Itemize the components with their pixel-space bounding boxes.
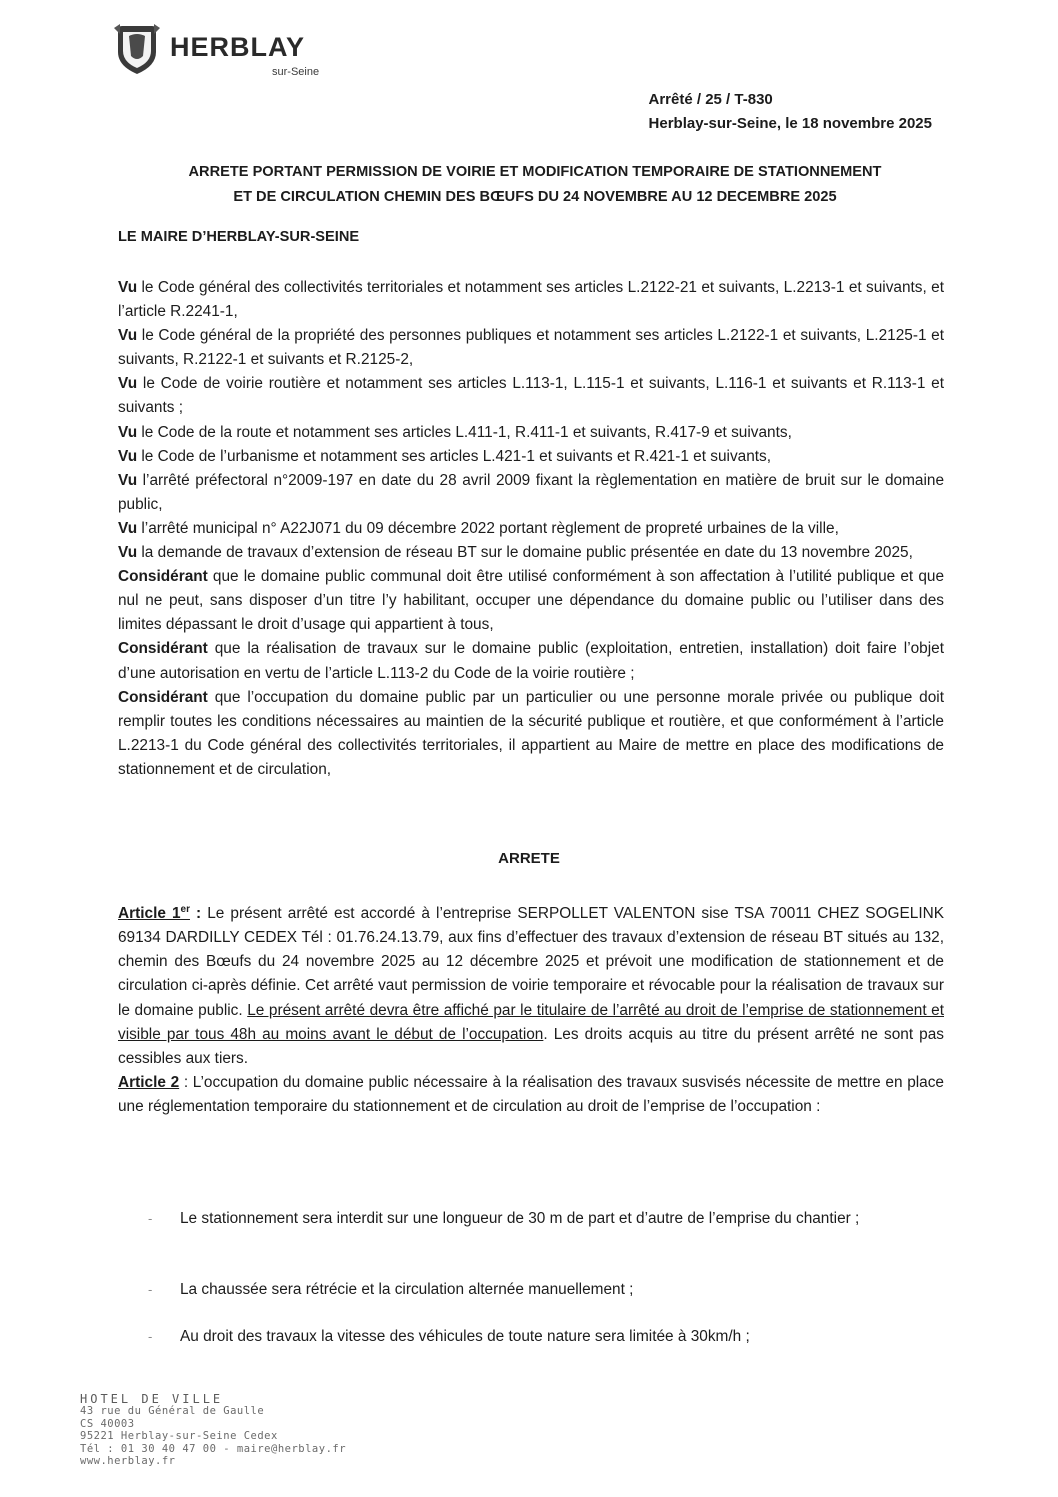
visas-section — [118, 276, 944, 782]
arrete-heading: ARRETE — [498, 850, 560, 867]
article-2-text: : L’occupation du domaine public nécessaire à la réalisation des travaux susvisés nécessite de mettre en place une réglementation temporaire du stationnement et de circulation au droit de l’emprise de l’occupation : — [118, 1073, 944, 1115]
visa-text: le Code général de la propriété des personnes publiques et notamment ses articles L.2122-1 et suivants, L.2125-1 et suivants, R.2122-1 et suivants et R.2125-2, — [118, 327, 944, 369]
article-1-label — [118, 905, 190, 922]
visa-text: le Code de la route et notamment ses articles L.411-1, R.411-1 et suivants, R.417-9 et suivants, — [137, 423, 792, 441]
title-line-2: ET DE CIRCULATION CHEMIN DES BŒUFS DU 24 NOVEMBRE AU 12 DECEMBRE 2025 — [233, 189, 837, 205]
visa-lead: Vu — [118, 327, 138, 345]
article-1-text-a: Le présent arrêté est accordé à l’entreprise SERPOLLET VALENTON sise TSA 70011 CHEZ SOGELINK 69134 DARDILLY CEDEX Tél : 01.76.24.13.79, aux fins d’effectuer des travaux d’extension de réseau BT situés au 132, chemin des Bœufs du 24 novembre 2025 au 12 décembre 2025 et prévoit une modification de stationnement et de circulation ci-après définie. Cet arrêté vaut permission de voirie temporaire et révocable pour la réalisation de travaux sur le domaine public. — [118, 905, 944, 1019]
footer-address — [80, 1393, 346, 1467]
visa-lead: Vu — [118, 471, 138, 489]
title-line-1: ARRETE PORTANT PERMISSION DE VOIRIE ET MODIFICATION TEMPORAIRE DE STATIONNEMENT — [188, 164, 882, 180]
visa-paragraph — [118, 541, 944, 565]
footer-cs: CS 40003 — [80, 1417, 135, 1430]
footer-hotel-de-ville: HOTEL DE VILLE — [80, 1392, 224, 1406]
arrete-number: Arrêté / 25 / T-830 — [648, 91, 773, 108]
list-item-text: Au droit des travaux la vitesse des véhicules de toute nature sera limitée à 30km/h ; — [180, 1328, 750, 1345]
footer-street: 43 rue du Général de Gaulle — [80, 1405, 265, 1418]
logo-name: HERBLAY — [170, 32, 306, 62]
footer-contact: Tél : 01 30 40 47 00 - maire@herblay.fr — [80, 1442, 347, 1455]
considerant-lead: Considérant — [118, 640, 208, 658]
logo-subtitle: sur-Seine — [272, 66, 320, 78]
article-2-label: Article 2 — [118, 1073, 180, 1091]
herblay-logo — [112, 22, 342, 78]
article-1 — [118, 898, 944, 1071]
visa-text: l’arrêté préfectoral n°2009-197 en date du 28 avril 2009 fixant la règlementation en matière de bruit sur le domaine public, — [118, 471, 944, 513]
visa-text: la demande de travaux d’extension de réseau BT sur le domaine public présentée en date du 13 novembre 2025, — [137, 544, 913, 562]
considerant-lead: Considérant — [118, 688, 208, 706]
list-item-text: La chaussée sera rétrécie et la circulation alternée manuellement ; — [180, 1281, 634, 1298]
article-1-text-b: . Les droits acquis au titre du présent arrêté ne sont pas cessibles aux tiers. — [118, 1025, 944, 1067]
visa-lead: Vu — [118, 519, 138, 537]
list-item-text: Le stationnement sera interdit sur une longueur de 30 m de part et d’autre de l’emprise du chantier ; — [180, 1210, 860, 1227]
considerant-paragraph — [118, 637, 944, 685]
visa-text: le Code de l’urbanisme et notamment ses articles L.421-1 et suivants et R.421-1 et suivants, — [137, 447, 772, 465]
considerant-paragraph — [118, 686, 944, 782]
article-1-sup: er — [180, 904, 190, 915]
visa-paragraph — [118, 445, 944, 469]
footer-website: www.herblay.fr — [80, 1455, 176, 1468]
mayor-heading: LE MAIRE D’HERBLAY-SUR-SEINE — [118, 229, 360, 245]
article-1-colon: : — [189, 905, 202, 923]
visa-paragraph — [118, 421, 944, 445]
visa-lead: Vu — [118, 447, 138, 465]
reference-block — [649, 88, 932, 136]
visa-text: le Code général des collectivités territoriales et notamment ses articles L.2122-21 et suivants, L.2213-1 et suivants, et l’article R.2241-1, — [118, 279, 944, 321]
bullet-marker: - — [148, 1211, 153, 1226]
visa-lead: Vu — [118, 279, 138, 296]
considerant-lead: Considérant — [118, 568, 208, 586]
visa-paragraph — [118, 324, 944, 372]
article-1-label-text: Article 1 — [118, 905, 181, 923]
visa-paragraph — [118, 372, 944, 420]
visa-paragraph — [118, 517, 944, 541]
visa-text: l’arrêté municipal n° A22J071 du 09 décembre 2022 portant règlement de propreté urbaines de la ville, — [137, 519, 839, 537]
coat-of-arms-icon — [112, 22, 162, 76]
document-title — [100, 160, 970, 210]
visa-lead: Vu — [118, 423, 138, 441]
considerant-text: que la réalisation de travaux sur le domaine public (exploitation, entretien, installation) doit faire l’objet d’une autorisation en vertu de l’article L.113-2 du Code de la voirie routière ; — [118, 640, 944, 682]
bullet-marker: - — [148, 1282, 153, 1297]
visa-lead: Vu — [118, 544, 138, 562]
visa-paragraph — [118, 276, 944, 324]
bullet-marker: - — [148, 1329, 153, 1344]
visa-lead: Vu — [118, 375, 138, 393]
considerant-text: que l’occupation du domaine public par un particulier ou une personne morale privée ou publique doit remplir toutes les conditions nécessaires au maintien de la sécurité publique et routière, et que conformément à l’article L.2213-1 du Code général des collectivités territoriales, il appartient au Maire de mettre en place des modifications de stationnement et de circulation, — [118, 688, 944, 778]
article-2 — [118, 1071, 944, 1119]
footer-city: 95221 Herblay-sur-Seine Cedex — [80, 1430, 278, 1443]
article-1-underlined: Le présent arrêté devra être affiché par le titulaire de l’arrêté au droit de l’emprise de stationnement et visible par tous 48h au moins avant le début de l’occupation — [118, 1001, 944, 1043]
visa-text: le Code de voirie routière et notamment ses articles L.113-1, L.115-1 et suivants, L.116-1 et suivants et R.113-1 et suivants ; — [118, 375, 944, 417]
visa-paragraph — [118, 469, 944, 517]
place-and-date: Herblay-sur-Seine, le 18 novembre 2025 — [648, 115, 932, 132]
articles-section — [118, 898, 944, 1119]
considerant-paragraph — [118, 565, 944, 637]
considerant-text: que le domaine public communal doit être utilisé conformément à son affectation à l’utilité publique et que nul ne peut, sans disposer d’un titre l’y habilitant, occuper une dépendance du domaine public ou l’utiliser dans des limites dépassant le droit d’usage qui appartient à tous, — [118, 568, 944, 634]
